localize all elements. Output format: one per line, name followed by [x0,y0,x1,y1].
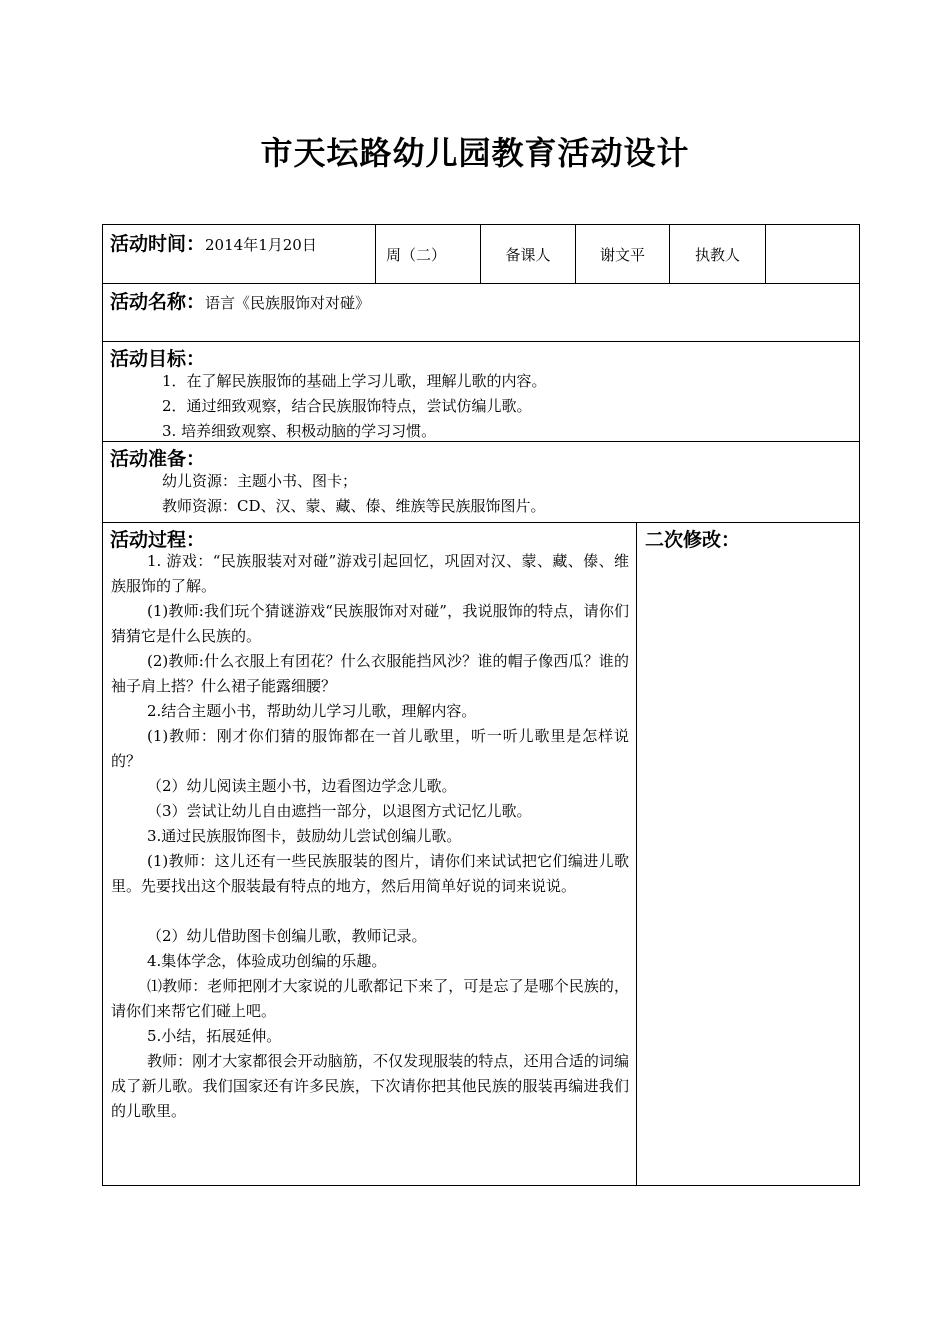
activity-name-label: 活动名称： [110,291,206,313]
revision-label: 二次修改： [645,529,741,551]
row-divider [102,522,860,523]
goal-item: 3. 培养细致观察、积极动脑的学习习惯。 [162,422,437,440]
activity-time-value: 2014年1月20日 [205,236,317,254]
prep-label: 活动准备： [110,448,206,470]
process-paragraph: 教师：刚才大家都很会开动脑筋，不仅发现服装的特点，还用合适的词编成了新儿歌。我们国家还有许多民族，下次请你把其他民族的服装再编进我们的儿歌里。 [111,1052,629,1120]
process-paragraph: （2）幼儿借助图卡创编儿歌，教师记录。 [147,927,427,945]
activity-name [110,287,370,314]
process-paragraph: 2.结合主题小书，帮助幼儿学习儿歌，理解内容。 [147,702,477,720]
goal-item: 1．在了解民族服饰的基础上学习儿歌，理解儿歌的内容。 [162,372,547,390]
process-paragraph: 5.小结，拓展延伸。 [147,1027,282,1045]
row-divider [102,341,860,342]
goal-item: 2．通过细致观察，结合民族服饰特点，尝试仿编儿歌。 [162,397,532,415]
goals-label: 活动目标： [110,348,206,370]
column-divider [636,522,637,1186]
prep-item: 教师资源：CD、汉、蒙、藏、傣、维族等民族服饰图片。 [162,497,546,515]
weekday: 周（二） [386,246,447,264]
process-paragraph: (2)教师:什么衣服上有团花？什么衣服能挡风沙？谁的帽子像西瓜？谁的袖子肩上搭？什么裙子能露细腰？ [111,652,629,695]
process-paragraph: 1. 游戏：“民族服装对对碰”游戏引起回忆，巩固对汉、蒙、藏、傣、维族服饰的了解。 [111,552,629,595]
activity-name-value: 语言《民族服饰对对碰》 [205,294,371,312]
prep-item: 幼儿资源：主题小书、图卡； [162,472,358,490]
process-paragraph: (1)教师：刚才你们猜的服饰都在一首儿歌里，听一听儿歌里是怎样说的？ [111,727,629,770]
preparer-label: 备课人 [505,246,551,264]
process-label: 活动过程： [110,529,206,551]
preparer-name: 谢文平 [599,246,645,264]
process-paragraph: (1)教师：这儿还有一些民族服装的图片，请你们来试试把它们编进儿歌里。先要找出这个服装最有特点的地方，然后用简单好说的词来说说。 [111,852,629,895]
process-paragraph: 3.通过民族服饰图卡，鼓励幼儿尝试创编儿歌。 [147,827,462,845]
process-paragraph: （2）幼儿阅读主题小书，边看图边学念儿歌。 [147,777,457,795]
process-paragraph: ⑴教师：老师把刚才大家说的儿歌都记下来了，可是忘了是哪个民族的，请你们来帮它们碰上吧。 [111,977,629,1020]
row-divider [102,283,860,284]
page-title: 市天坛路幼儿园教育活动设计 [260,134,690,172]
process-paragraph: （3）尝试让幼儿自由遮挡一部分，以退图方式记忆儿歌。 [147,802,532,820]
activity-time-label: 活动时间： [110,233,206,255]
column-divider [765,224,766,283]
activity-time [110,229,317,256]
process-paragraph: (1)教师:我们玩个猜谜游戏“民族服饰对对碰”，我说服饰的特点，请你们猜猜它是什么民族的。 [111,602,629,645]
process-paragraph: 4.集体学念，体验成功创编的乐趣。 [147,952,387,970]
teacher-label: 执教人 [694,246,740,264]
row-divider [102,441,860,442]
